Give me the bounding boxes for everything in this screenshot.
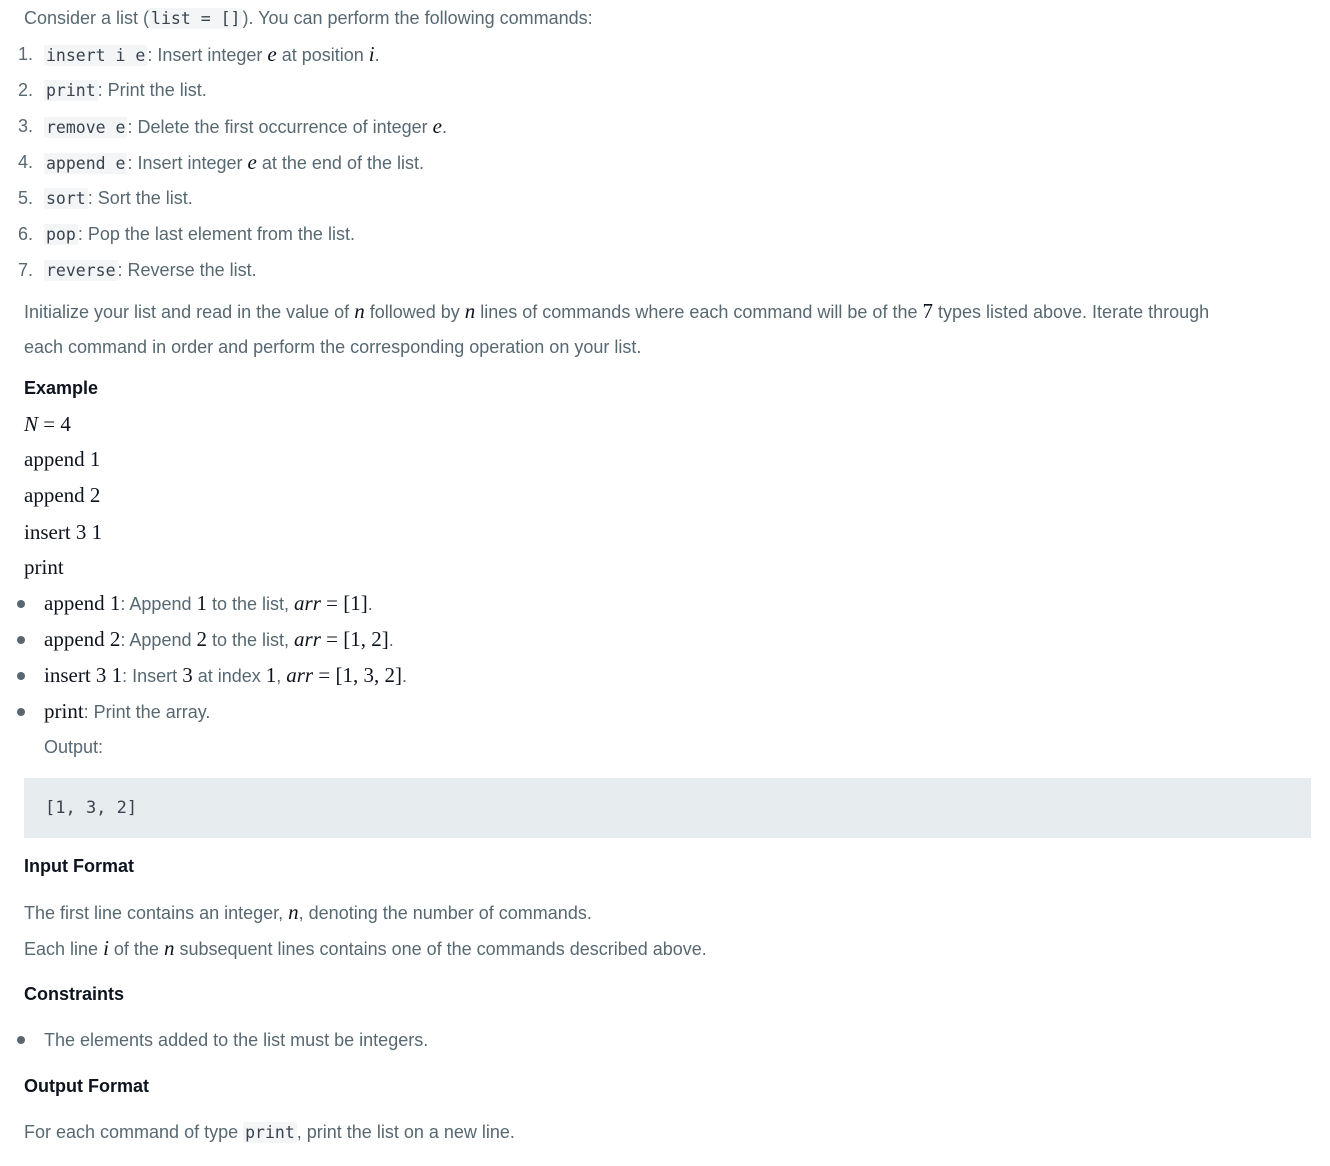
command-code: sort: [46, 189, 86, 208]
output-format-heading: Output Format: [24, 1076, 149, 1096]
list-number: 5.: [18, 188, 34, 208]
math-number: 1: [196, 591, 207, 615]
step-text: : Append: [120, 630, 197, 650]
output-code-inline: print: [245, 1123, 295, 1142]
math-var: N: [24, 412, 39, 436]
command-code: pop: [46, 225, 76, 244]
input-text: , denoting the number of commands.: [298, 903, 592, 923]
init-paragraph: [24, 299, 1209, 324]
command-desc: : Delete the first occurrence of integer: [127, 117, 433, 137]
command-desc: : Print the list.: [97, 80, 207, 100]
step-text: at index: [192, 666, 266, 686]
command-item-insert: [44, 42, 380, 68]
output-text: For each command of type: [24, 1122, 244, 1142]
command-desc: : Insert integer: [147, 45, 268, 65]
bullet-icon: [17, 1036, 25, 1044]
command-desc: at the end of the list.: [256, 153, 424, 173]
command-desc: .: [374, 45, 380, 65]
bullet-icon: [17, 636, 25, 644]
math-eq: = [1, 3, 2]: [313, 663, 402, 687]
command-desc: .: [441, 117, 447, 137]
step-text: : Print the array.: [83, 702, 211, 722]
list-number: 2.: [18, 80, 34, 100]
math-var: arr: [286, 663, 314, 687]
input-text: Each line: [24, 939, 104, 959]
math-number: 1: [265, 663, 277, 687]
input-format-heading: Input Format: [24, 856, 134, 876]
command-item-sort: [44, 186, 193, 211]
step-text: .: [388, 630, 394, 650]
command-code: remove e: [46, 118, 126, 137]
command-desc: : Pop the last element from the list.: [77, 224, 355, 244]
example-input-line: append 1: [24, 447, 101, 471]
bullet-icon: [17, 600, 25, 608]
input-format-line-1: [24, 900, 592, 925]
intro-text-2: ). You can perform the following commands:: [242, 8, 593, 28]
input-text: subsequent lines contains one of the commands described above.: [174, 939, 707, 959]
example-heading: Example: [24, 378, 99, 398]
command-code: insert i e: [46, 46, 146, 65]
example-n: [24, 411, 71, 437]
math-var: arr: [294, 591, 321, 615]
example-step: [44, 591, 373, 616]
step-text: ,: [276, 666, 287, 686]
list-number: 7.: [18, 260, 34, 280]
example-input-line: insert 3 1: [24, 520, 103, 544]
command-desc: : Insert integer: [127, 153, 248, 173]
math-eq: = [1, 2]: [320, 627, 389, 651]
math-var: n: [354, 299, 365, 323]
example-step: [44, 627, 394, 652]
math-var: e: [432, 114, 442, 138]
input-text: The first line contains an integer,: [24, 903, 289, 923]
step-text: .: [367, 594, 373, 614]
intro-text: Consider a list (: [24, 8, 150, 28]
step-text: : Insert: [122, 666, 183, 686]
constraints-heading: Constraints: [24, 984, 125, 1004]
command-code: append e: [46, 154, 126, 173]
bullet-icon: [17, 672, 25, 680]
math-var: e: [247, 150, 257, 174]
list-number: 3.: [18, 116, 34, 136]
command-item-print: [44, 78, 207, 103]
output-text: , print the list on a new line.: [296, 1122, 515, 1142]
list-number: 4.: [18, 152, 34, 172]
step-cmd: append 2: [44, 627, 121, 651]
math-var: n: [288, 900, 299, 924]
math-var: arr: [294, 627, 321, 651]
math-var: n: [464, 299, 476, 323]
step-text: to the list,: [206, 630, 295, 650]
example-step: [44, 699, 210, 724]
command-item-pop: [44, 222, 355, 247]
init-text: lines of commands where each command will be of the: [475, 302, 923, 322]
math-var: i: [368, 42, 375, 66]
intro-code: list = []: [151, 9, 241, 28]
init-paragraph-line-2: each command in order and perform the corresponding operation on your list.: [24, 337, 642, 357]
list-number: 6.: [18, 224, 34, 244]
input-format-line-2: [24, 936, 707, 961]
intro-paragraph: [24, 6, 593, 31]
init-text: followed by: [364, 302, 465, 322]
step-cmd: insert 3 1: [44, 663, 123, 687]
output-code: [1, 3, 2]: [45, 798, 138, 818]
output-format-line: [24, 1120, 515, 1145]
command-desc: at position: [276, 45, 369, 65]
step-cmd: append 1: [44, 591, 121, 615]
step-text: .: [401, 666, 407, 686]
math-number: 2: [196, 627, 207, 651]
math-eq: = 4: [38, 412, 71, 436]
command-code: reverse: [46, 261, 116, 280]
command-item-reverse: [44, 258, 257, 283]
step-text: : Append: [120, 594, 197, 614]
command-code: print: [46, 81, 96, 100]
math-eq: = [1]: [320, 591, 368, 615]
math-var: e: [267, 42, 277, 66]
math-number: 7: [922, 299, 933, 323]
output-code-block: [24, 778, 1311, 838]
command-desc: : Reverse the list.: [117, 260, 257, 280]
example-input-line: append 2: [24, 483, 101, 507]
step-cmd: print: [44, 699, 84, 723]
example-input-line: print: [24, 555, 64, 579]
command-item-remove: [44, 114, 447, 140]
init-text: types listed above. Iterate through: [932, 302, 1210, 322]
command-desc: : Sort the list.: [87, 188, 193, 208]
step-text: to the list,: [206, 594, 295, 614]
example-step: [44, 663, 407, 688]
command-item-append: [44, 150, 424, 176]
math-var: i: [103, 936, 109, 960]
math-number: 3: [182, 663, 193, 687]
math-var: n: [163, 936, 175, 960]
init-text: Initialize your list and read in the value of: [24, 302, 355, 322]
output-label: Output:: [44, 737, 104, 757]
input-text: of the: [108, 939, 164, 959]
bullet-icon: [17, 708, 25, 716]
list-number: 1.: [18, 44, 34, 64]
constraint-item: The elements added to the list must be integers.: [44, 1030, 429, 1050]
